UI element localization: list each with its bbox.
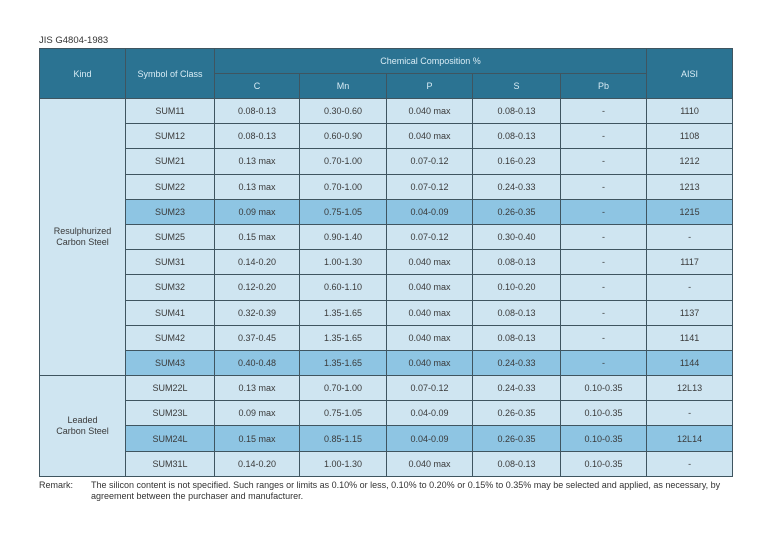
s-cell: 0.08-0.13 xyxy=(473,451,561,476)
aisi-cell: - xyxy=(647,401,733,426)
symbol-cell: SUM11 xyxy=(126,99,215,124)
header-pb: Pb xyxy=(561,74,647,99)
s-cell: 0.30-0.40 xyxy=(473,224,561,249)
symbol-cell: SUM41 xyxy=(126,300,215,325)
mn-cell: 0.30-0.60 xyxy=(300,99,387,124)
p-cell: 0.07-0.12 xyxy=(387,149,473,174)
p-cell: 0.040 max xyxy=(387,300,473,325)
aisi-cell: 12L14 xyxy=(647,426,733,451)
pb-cell: - xyxy=(561,99,647,124)
s-cell: 0.08-0.13 xyxy=(473,250,561,275)
mn-cell: 0.75-1.05 xyxy=(300,401,387,426)
pb-cell: - xyxy=(561,149,647,174)
kind-cell: Resulphurized Carbon Steel xyxy=(40,99,126,376)
table-row xyxy=(40,224,733,249)
c-cell: 0.15 max xyxy=(215,426,300,451)
mn-cell: 0.90-1.40 xyxy=(300,224,387,249)
aisi-cell: 1141 xyxy=(647,325,733,350)
s-cell: 0.08-0.13 xyxy=(473,99,561,124)
table-row xyxy=(40,250,733,275)
p-cell: 0.07-0.12 xyxy=(387,376,473,401)
c-cell: 0.09 max xyxy=(215,199,300,224)
symbol-cell: SUM42 xyxy=(126,325,215,350)
p-cell: 0.040 max xyxy=(387,99,473,124)
symbol-cell: SUM23 xyxy=(126,199,215,224)
aisi-cell: 1212 xyxy=(647,149,733,174)
aisi-cell: 1144 xyxy=(647,350,733,375)
header-p: P xyxy=(387,74,473,99)
mn-cell: 0.85-1.15 xyxy=(300,426,387,451)
p-cell: 0.07-0.12 xyxy=(387,174,473,199)
mn-cell: 0.75-1.05 xyxy=(300,199,387,224)
c-cell: 0.12-0.20 xyxy=(215,275,300,300)
s-cell: 0.10-0.20 xyxy=(473,275,561,300)
symbol-cell: SUM22 xyxy=(126,174,215,199)
s-cell: 0.26-0.35 xyxy=(473,199,561,224)
c-cell: 0.13 max xyxy=(215,174,300,199)
standard-title: JIS G4804-1983 xyxy=(39,35,109,46)
aisi-cell: 1110 xyxy=(647,99,733,124)
pb-cell: 0.10-0.35 xyxy=(561,376,647,401)
p-cell: 0.04-0.09 xyxy=(387,199,473,224)
table-row xyxy=(40,376,733,401)
symbol-cell: SUM43 xyxy=(126,350,215,375)
p-cell: 0.04-0.09 xyxy=(387,426,473,451)
pb-cell: - xyxy=(561,174,647,199)
mn-cell: 1.00-1.30 xyxy=(300,451,387,476)
table-row xyxy=(40,451,733,476)
aisi-cell: 1215 xyxy=(647,199,733,224)
p-cell: 0.040 max xyxy=(387,451,473,476)
header-s: S xyxy=(473,74,561,99)
aisi-cell: 1137 xyxy=(647,300,733,325)
mn-cell: 0.60-1.10 xyxy=(300,275,387,300)
table-row xyxy=(40,350,733,375)
table-row xyxy=(40,174,733,199)
symbol-cell: SUM31 xyxy=(126,250,215,275)
table-row xyxy=(40,99,733,124)
p-cell: 0.040 max xyxy=(387,325,473,350)
c-cell: 0.32-0.39 xyxy=(215,300,300,325)
kind-cell: Leaded Carbon Steel xyxy=(40,376,126,477)
mn-cell: 1.35-1.65 xyxy=(300,325,387,350)
pb-cell: - xyxy=(561,199,647,224)
symbol-cell: SUM22L xyxy=(126,376,215,401)
table-row xyxy=(40,401,733,426)
pb-cell: - xyxy=(561,124,647,149)
s-cell: 0.08-0.13 xyxy=(473,325,561,350)
table-row xyxy=(40,325,733,350)
mn-cell: 1.35-1.65 xyxy=(300,300,387,325)
mn-cell: 1.00-1.30 xyxy=(300,250,387,275)
p-cell: 0.040 max xyxy=(387,124,473,149)
mn-cell: 0.70-1.00 xyxy=(300,149,387,174)
s-cell: 0.08-0.13 xyxy=(473,124,561,149)
c-cell: 0.14-0.20 xyxy=(215,451,300,476)
s-cell: 0.26-0.35 xyxy=(473,401,561,426)
table-row xyxy=(40,275,733,300)
remark-label: Remark: xyxy=(39,480,74,490)
pb-cell: - xyxy=(561,224,647,249)
aisi-cell: - xyxy=(647,275,733,300)
header-kind: Kind xyxy=(40,49,126,99)
symbol-cell: SUM32 xyxy=(126,275,215,300)
aisi-cell: 1117 xyxy=(647,250,733,275)
p-cell: 0.04-0.09 xyxy=(387,401,473,426)
header-symbol: Symbol of Class xyxy=(126,49,215,99)
header-chemical-composition: Chemical Composition % xyxy=(215,49,647,74)
symbol-cell: SUM25 xyxy=(126,224,215,249)
table-row xyxy=(40,199,733,224)
pb-cell: 0.10-0.35 xyxy=(561,451,647,476)
p-cell: 0.040 max xyxy=(387,250,473,275)
header-mn: Mn xyxy=(300,74,387,99)
c-cell: 0.40-0.48 xyxy=(215,350,300,375)
s-cell: 0.08-0.13 xyxy=(473,300,561,325)
symbol-cell: SUM21 xyxy=(126,149,215,174)
aisi-cell: 12L13 xyxy=(647,376,733,401)
table-row xyxy=(40,149,733,174)
symbol-cell: SUM23L xyxy=(126,401,215,426)
mn-cell: 0.70-1.00 xyxy=(300,376,387,401)
table-body xyxy=(40,99,733,477)
pb-cell: - xyxy=(561,325,647,350)
c-cell: 0.37-0.45 xyxy=(215,325,300,350)
p-cell: 0.07-0.12 xyxy=(387,224,473,249)
s-cell: 0.26-0.35 xyxy=(473,426,561,451)
symbol-cell: SUM12 xyxy=(126,124,215,149)
symbol-cell: SUM24L xyxy=(126,426,215,451)
s-cell: 0.24-0.33 xyxy=(473,376,561,401)
table-row xyxy=(40,124,733,149)
symbol-cell: SUM31L xyxy=(126,451,215,476)
pb-cell: 0.10-0.35 xyxy=(561,426,647,451)
aisi-cell: 1108 xyxy=(647,124,733,149)
mn-cell: 1.35-1.65 xyxy=(300,350,387,375)
aisi-cell: - xyxy=(647,451,733,476)
remark-text: The silicon content is not specified. Such ranges or limits as 0.10% or less, 0.10% to 0.20% or 0.15% to 0.35% may be selected and applied, as necessary, by agreement between the purchaser and manufacturer. xyxy=(91,480,721,501)
c-cell: 0.08-0.13 xyxy=(215,124,300,149)
pb-cell: 0.10-0.35 xyxy=(561,401,647,426)
header-aisi: AISI xyxy=(647,49,733,99)
table-row xyxy=(40,426,733,451)
p-cell: 0.040 max xyxy=(387,350,473,375)
c-cell: 0.15 max xyxy=(215,224,300,249)
pb-cell: - xyxy=(561,300,647,325)
p-cell: 0.040 max xyxy=(387,275,473,300)
c-cell: 0.09 max xyxy=(215,401,300,426)
s-cell: 0.24-0.33 xyxy=(473,350,561,375)
pb-cell: - xyxy=(561,275,647,300)
c-cell: 0.13 max xyxy=(215,376,300,401)
mn-cell: 0.60-0.90 xyxy=(300,124,387,149)
c-cell: 0.13 max xyxy=(215,149,300,174)
aisi-cell: 1213 xyxy=(647,174,733,199)
aisi-cell: - xyxy=(647,224,733,249)
mn-cell: 0.70-1.00 xyxy=(300,174,387,199)
table-row xyxy=(40,300,733,325)
c-cell: 0.08-0.13 xyxy=(215,99,300,124)
pb-cell: - xyxy=(561,250,647,275)
remark-note xyxy=(39,480,739,501)
s-cell: 0.24-0.33 xyxy=(473,174,561,199)
header-c: C xyxy=(215,74,300,99)
c-cell: 0.14-0.20 xyxy=(215,250,300,275)
pb-cell: - xyxy=(561,350,647,375)
composition-table xyxy=(39,48,733,477)
s-cell: 0.16-0.23 xyxy=(473,149,561,174)
